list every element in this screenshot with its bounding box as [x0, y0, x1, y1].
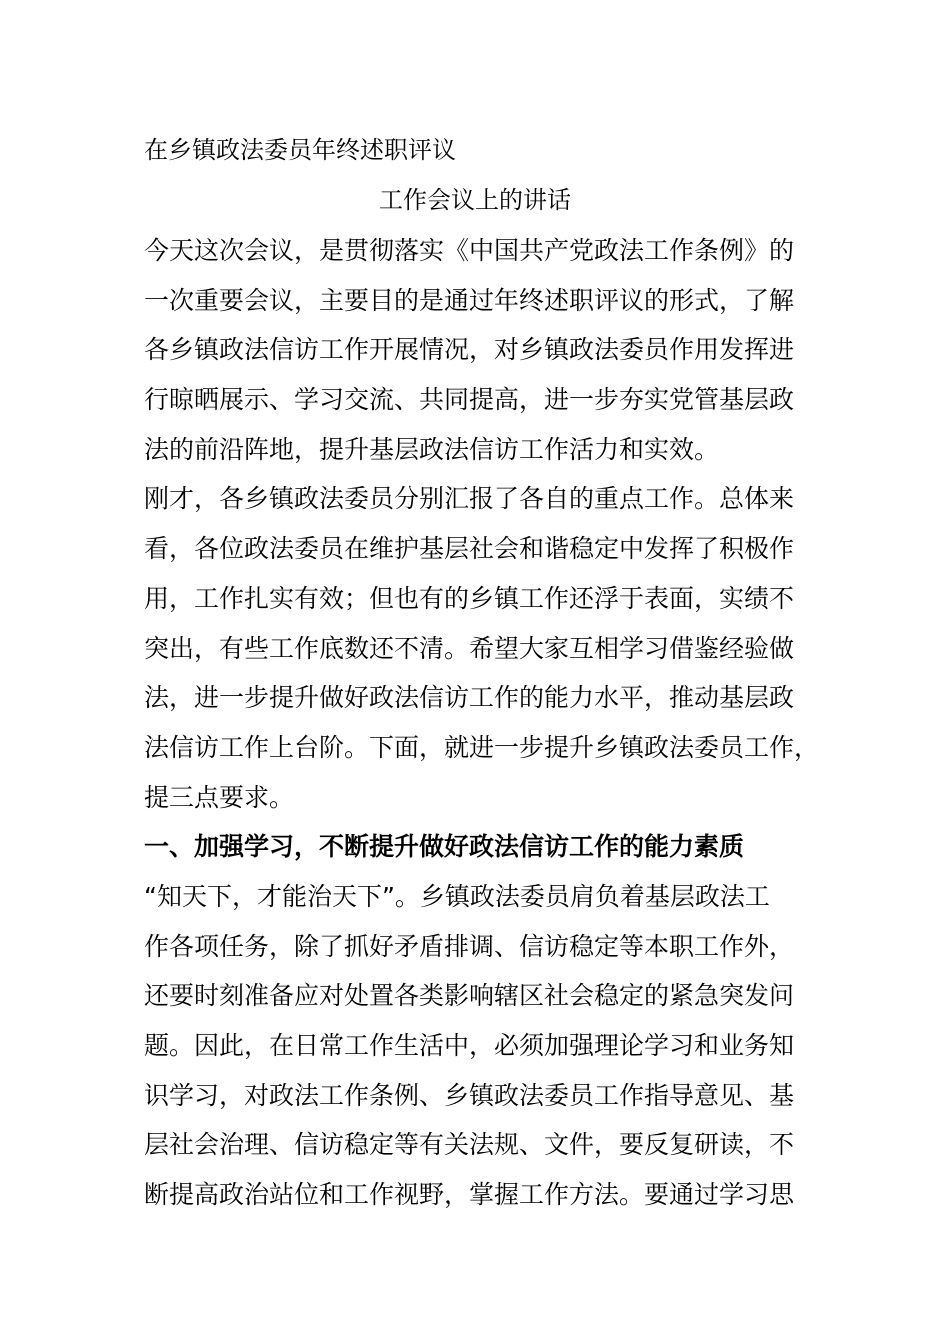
paragraph-1-line-3: 各乡镇政法信访工作开展情况，对乡镇政法委员作用发挥进 — [144, 335, 795, 365]
paragraph-2-line-7: 提三点要求。 — [144, 782, 295, 812]
paragraph-3-line-3: 还要时刻准备应对处置各类影响辖区社会稳定的紧急突发问 — [144, 981, 795, 1011]
paragraph-3-line-4: 题。因此，在日常工作生活中，必须加强理论学习和业务知 — [144, 1031, 795, 1060]
paragraph-2-line-3: 用，工作扎实有效；但也有的乡镇工作还浮于表面，实绩不 — [144, 583, 795, 613]
document-body — [144, 226, 820, 1220]
section-heading-1: 一、加强学习，不断提升做好政法信访工作的能力素质 — [144, 832, 745, 862]
paragraph-3-line-5: 识学习，对政法工作条例、乡镇政法委员工作指导意见、基 — [144, 1080, 795, 1110]
paragraph-3-line-1: “知天下，才能治天下”。乡镇政法委员肩负着基层政法工 — [144, 881, 770, 911]
paragraph-3-line-2: 作各项任务，除了抓好矛盾排调、信访稳定等本职工作外， — [144, 931, 795, 961]
paragraph-3-line-6: 层社会治理、信访稳定等有关法规、文件，要反复研读，不 — [144, 1130, 795, 1160]
paragraph-1-line-5: 法的前沿阵地，提升基层政法信访工作活力和实效。 — [144, 434, 720, 464]
paragraph-2-line-5: 法，进一步提升做好政法信访工作的能力水平，推动基层政 — [144, 683, 795, 713]
document-title-line-2: 工作会议上的讲话 — [379, 186, 571, 214]
paragraph-3-line-7: 断提高政治站位和工作视野，掌握工作方法。要通过学习思 — [144, 1180, 795, 1210]
paragraph-1-line-4: 行晾晒展示、学习交流、共同提高，进一步夯实党管基层政 — [144, 385, 795, 415]
paragraph-1-line-1: 今天这次会议，是贯彻落实《中国共产党政法工作条例》的 — [144, 236, 795, 265]
document-title-line-1: 在乡镇政法委员年终述职评议 — [144, 136, 456, 164]
paragraph-1-line-2: 一次重要会议，主要目的是通过年终述职评议的形式，了解 — [144, 285, 795, 315]
paragraph-2-line-2: 看，各位政法委员在维护基层社会和谐稳定中发挥了积极作 — [144, 534, 795, 564]
paragraph-2-line-4: 突出，有些工作底数还不清。希望大家互相学习借鉴经验做 — [144, 633, 795, 663]
paragraph-2-line-6: 法信访工作上台阶。下面，就进一步提升乡镇政法委员工作， — [144, 732, 820, 762]
paragraph-2-line-1: 刚才，各乡镇政法委员分别汇报了各自的重点工作。总体来 — [144, 484, 795, 514]
